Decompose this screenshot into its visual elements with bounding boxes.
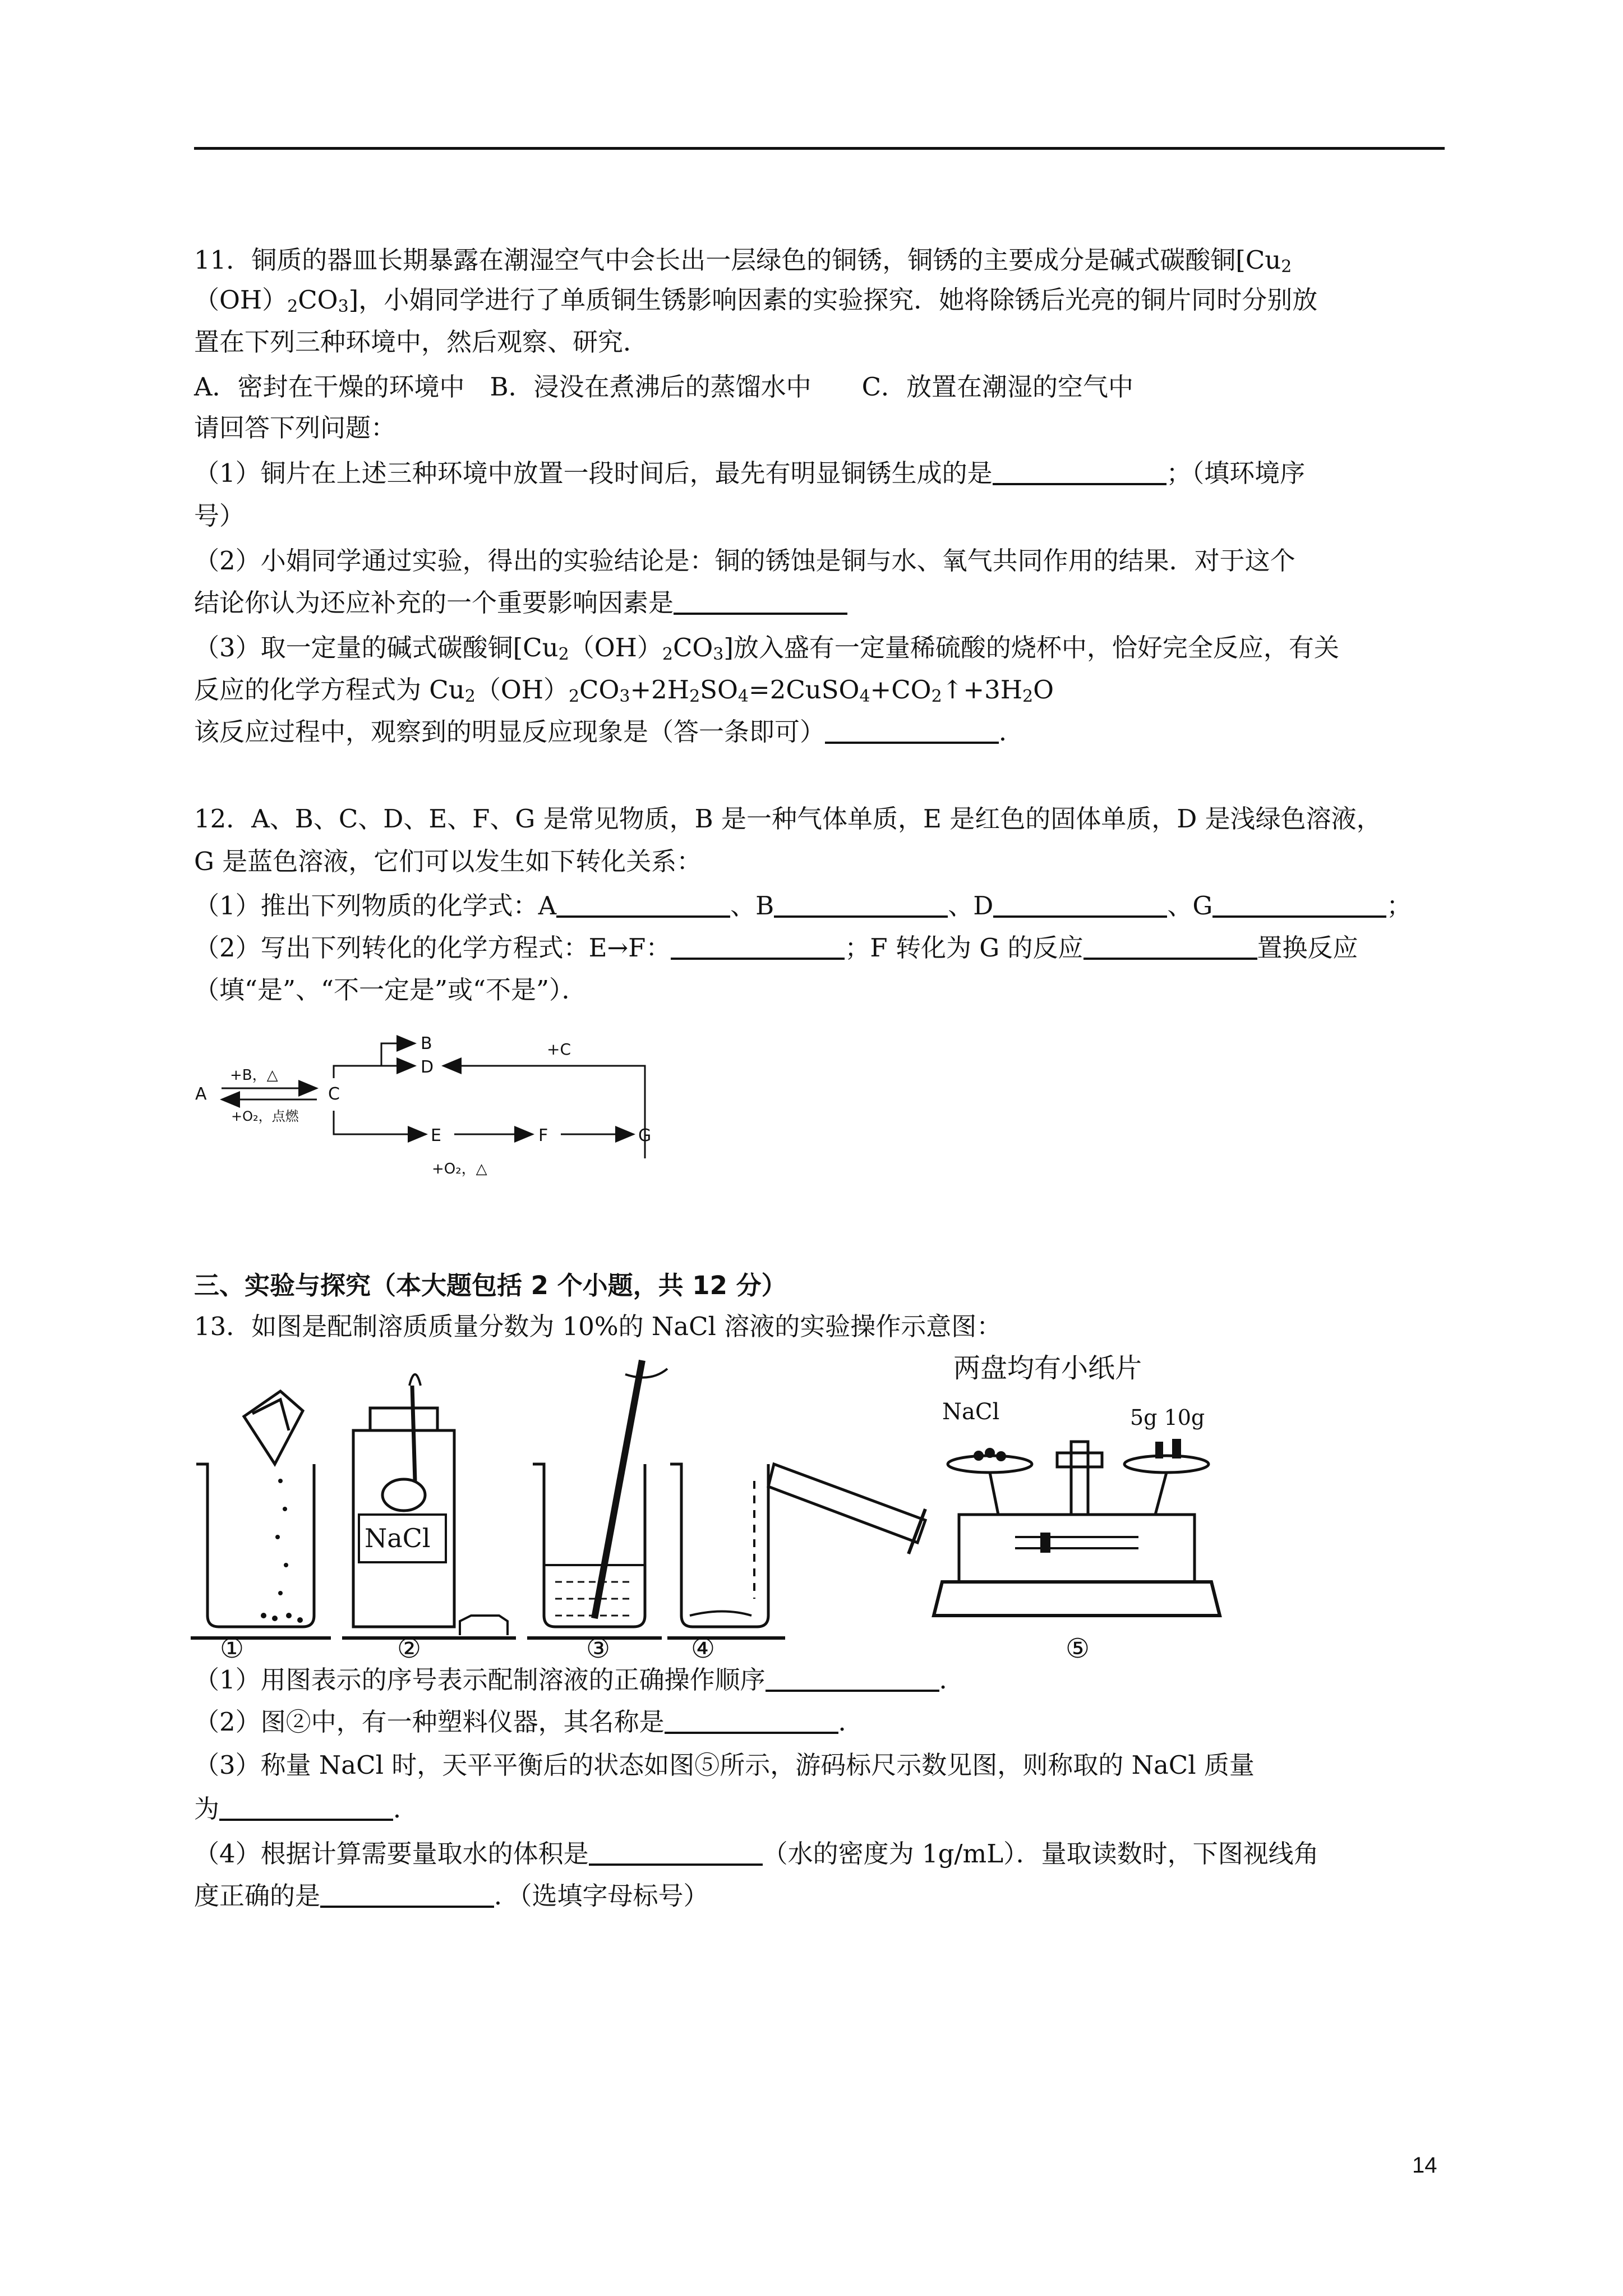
answer-blank[interactable] [589, 1839, 763, 1866]
label-5: ⑤ [1066, 1633, 1090, 1664]
balance-title: 两盘均有小纸片 [953, 1352, 1142, 1384]
node-b: B [421, 1034, 432, 1053]
header-rule [194, 147, 1445, 150]
q13-part-3-cont: 为 ． [194, 1794, 419, 1824]
answer-blank[interactable] [1083, 933, 1257, 960]
step-5-balance-icon [934, 1352, 1220, 1616]
answer-blank[interactable] [556, 891, 730, 918]
q13-part-1: （1）用图表示的序号表示配制溶液的正确操作顺序 ． [194, 1665, 965, 1695]
cond-c: +C [547, 1040, 571, 1059]
answer-blank[interactable] [674, 588, 847, 615]
step-3-stir-icon [527, 1360, 667, 1638]
node-c: C [328, 1084, 340, 1104]
q11-line-3: 置在下列三种环境中，然后观察、研究． [194, 327, 649, 357]
q12-part-1: （1）推出下列物质的化学式：A 、B 、D 、G ； [194, 891, 1412, 921]
answer-blank[interactable] [671, 933, 845, 960]
q12-part-2-cont: （填“是”、“不一定是”或“不是”）． [194, 975, 587, 1005]
q11-prompt: 请回答下列问题： [194, 413, 396, 443]
answer-blank[interactable] [1212, 891, 1386, 918]
answer-blank[interactable] [766, 1665, 939, 1692]
node-e: E [431, 1126, 441, 1145]
conversion-diagram [191, 1010, 667, 1223]
cond-o2-ignite: +O₂，点燃 [231, 1108, 299, 1124]
node-a: A [195, 1084, 207, 1104]
q13-part-3: （3）称量 NaCl 时，天平平衡后的状态如图⑤所示，游码标尺示数见图，则称取的 NaCl 质量 [194, 1750, 1255, 1780]
q12-line-2: G 是蓝色溶液，它们可以发生如下转化关系： [194, 846, 702, 876]
q12-part-2: （2）写出下列转化的化学方程式：E→F： ；F 转化为 G 的反应 置换反应 [194, 933, 1358, 963]
balance-nacl-label: NaCl [942, 1399, 1000, 1425]
q13-part-4-cont: 度正确的是 ．（选填字母标号） [194, 1881, 709, 1911]
answer-blank[interactable] [993, 891, 1167, 918]
label-3: ③ [586, 1633, 611, 1664]
node-f: F [538, 1126, 548, 1145]
q13-part-2: （2）图②中，有一种塑料仪器，其名称是 ． [194, 1707, 864, 1737]
answer-blank[interactable] [320, 1881, 494, 1908]
label-1: ① [220, 1633, 245, 1664]
step-1-beaker-icon [191, 1391, 331, 1638]
step-2-reagent-bottle-icon [342, 1374, 516, 1638]
q11-options: A．密封在干燥的环境中 B．浸没在煮沸后的蒸馏水中 C．放置在潮湿的空气中 [194, 372, 1134, 402]
answer-blank[interactable] [665, 1707, 838, 1734]
cond-b-heat: +B，△ [230, 1067, 278, 1084]
nacl-bottle-label: NaCl [365, 1523, 431, 1553]
answer-blank[interactable] [774, 891, 948, 918]
q11-part-1: （1）铜片在上述三种环境中放置一段时间后，最先有明显铜锈生成的是 ；（填环境序 [194, 458, 1306, 488]
answer-blank[interactable] [825, 717, 999, 744]
node-d: D [421, 1057, 434, 1077]
q11-part-1-cont: 号） [194, 501, 245, 531]
weights-label: 5g 10g [1130, 1405, 1205, 1430]
label-4: ④ [691, 1633, 716, 1664]
q11-line-1: 11．铜质的器皿长期暴露在潮湿空气中会长出一层绿色的铜锈，铜锈的主要成分是碱式碳酸铜[$Cu_2$ [194, 245, 1292, 277]
q11-part-2: （2）小娟同学通过实验，得出的实验结论是：铜的锈蚀是铜与水、氧气共同作用的结果．对于这个 [194, 546, 1295, 576]
node-g: G [638, 1126, 652, 1145]
q11-line-2: $(OH)_2CO_3$]，小娟同学进行了单质铜生锈影响因素的实验探究．她将除锈后光亮的铜片同时分别放 [194, 285, 1318, 316]
q11-part-3: （3）取一定量的碱式碳酸铜$[Cu_2(OH)_2CO_3]$放入盛有一定量稀硫酸的烧杯中，恰好完全反应，有关 [194, 633, 1339, 664]
q11-part-3-cont: 该反应过程中，观察到的明显反应现象是（答一条即可） ． [194, 717, 1025, 747]
page-number: 14 [1412, 2153, 1437, 2178]
step-4-pour-icon [667, 1464, 925, 1638]
q13-line-1: 13．如图是配制溶质质量分数为 10%的 NaCl 溶液的实验操作示意图： [194, 1312, 1002, 1341]
cond-o2-heat: +O₂，△ [432, 1161, 487, 1177]
q11-equation: 反应的化学方程式为 $Cu_2(OH)_2CO_3+2H_2SO_4=2CuSO_4+CO_2↑+3H_2O$ [194, 675, 1054, 706]
answer-blank[interactable] [993, 458, 1166, 485]
q13-part-4: （4）根据计算需要量取水的体积是 （水的密度为 1g/mL）．量取读数时，下图视线角 [194, 1839, 1319, 1869]
answer-blank[interactable] [219, 1794, 393, 1821]
q11-part-2-cont: 结论你认为还应补充的一个重要影响因素是 [194, 586, 847, 620]
label-2: ② [397, 1633, 422, 1664]
q12-line-1: 12．A、B、C、D、E、F、G 是常见物质，B 是一种气体单质，E 是红色的固体单质，D 是浅绿色溶液， [194, 804, 1382, 834]
section-3-title: 三、实验与探究（本大题包括 2 个小题，共 12 分） [194, 1271, 787, 1300]
experiment-figure [191, 1352, 1239, 1666]
